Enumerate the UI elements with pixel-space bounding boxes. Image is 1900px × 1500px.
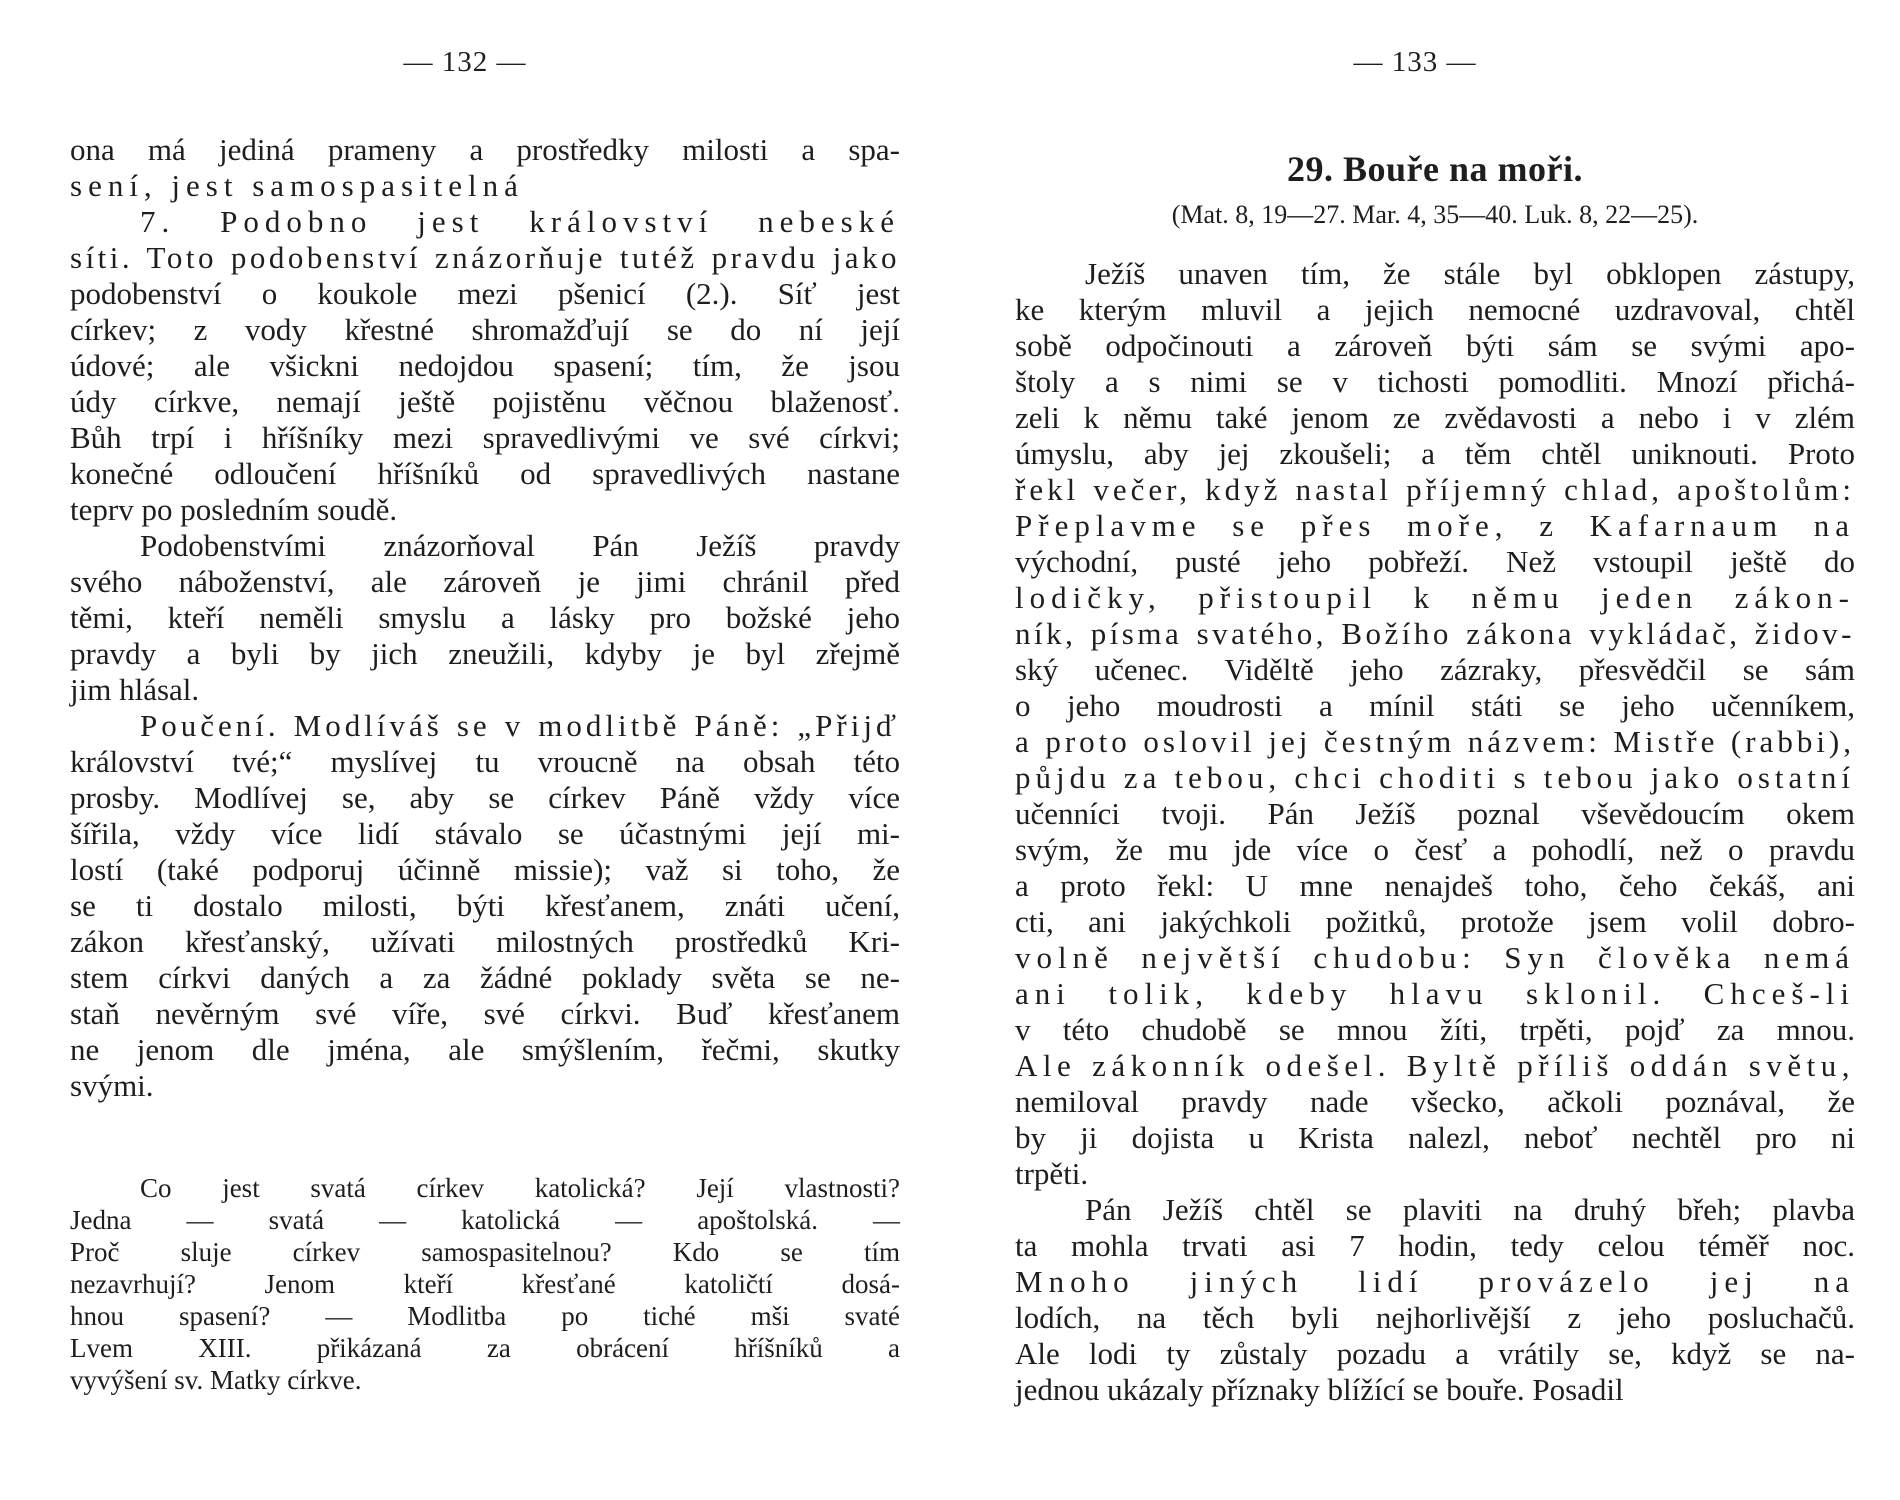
text-line: ník, písma svatého, Božího zákona vykládač, židov- xyxy=(1015,616,1855,651)
text-line: zákon křesťanský, užívati milostných prostředků Kri- xyxy=(70,924,900,959)
text-line: úmyslu, aby jej zkoušeli; a těm chtěl uniknouti. Proto xyxy=(1015,436,1855,471)
text-line: by ji dojista u Krista nalezl, neboť nechtěl pro ni xyxy=(1015,1120,1855,1155)
text-line: Lvem XIII. přikázaná za obrácení hříšníků a xyxy=(70,1333,900,1363)
text-line: svého náboženství, ale zároveň je jimi chránil před xyxy=(70,564,900,599)
text-line: učenníci tvoji. Pán Ježíš poznal vševědoucím okem xyxy=(1015,796,1855,831)
text-line: a proto oslovil jej čestným názvem: Mistře (rabbi), xyxy=(1015,724,1855,759)
text-line: se ti dostalo milosti, býti křesťanem, znáti učení, xyxy=(70,888,900,923)
left-page-body xyxy=(70,132,900,1104)
text-line: podobenství o koukole mezi pšenicí (2.). Síť jest xyxy=(70,276,900,311)
text-line: staň nevěrným své víře, své církvi. Buď křesťanem xyxy=(70,996,900,1031)
text-line: Ale lodi ty zůstaly pozadu a vrátily se, když se na- xyxy=(1015,1336,1855,1371)
text-line: v této chudobě se mnou žíti, trpěti, pojď za mnou. xyxy=(1015,1012,1855,1047)
text-line: církev; z vody křestné shromažďují se do ní její xyxy=(70,312,900,347)
text-line: půjdu za tebou, chci choditi s tebou jako ostatní xyxy=(1015,760,1855,795)
text-line: Podobenstvími znázorňoval Pán Ježíš pravdy xyxy=(140,528,900,563)
text-line: ne jenom dle jména, ale smýšlením, řečmi, skutky xyxy=(70,1032,900,1067)
text-line: Co jest svatá církev katolická? Její vlastnosti? xyxy=(140,1173,900,1203)
text-line: ta mohla trvati asi 7 hodin, tedy celou téměř noc. xyxy=(1015,1228,1855,1263)
text-line: štoly a s nimi se v tichosti pomodliti. Mnozí přichá- xyxy=(1015,364,1855,399)
text-line: cti, ani jakýchkoli požitků, protože jsem volil dobro- xyxy=(1015,904,1855,939)
text-line: jim hlásal. xyxy=(70,672,200,707)
text-line: sobě odpočinouti a zároveň býti sám se svými apo- xyxy=(1015,328,1855,363)
text-line: Jedna — svatá — katolická — apoštolská. — xyxy=(70,1205,900,1235)
left-page xyxy=(70,0,900,1500)
text-line: lostí (také podporuj účinně missie); važ si toho, že xyxy=(70,852,900,887)
page-number: — 133 — xyxy=(1353,46,1477,78)
text-line: Ježíš unaven tím, že stále byl obklopen zástupy, xyxy=(1085,256,1855,291)
right-page-body xyxy=(1015,256,1855,1408)
text-line: lodích, na těch byli nejhorlivější z jeho posluchačů. xyxy=(1015,1300,1855,1335)
text-line: zeli k němu také jenom ze zvědavosti a nebo i v zlém xyxy=(1015,400,1855,435)
text-line: o jeho moudrosti a mínil státi se jeho učenníkem, xyxy=(1015,688,1855,723)
text-line: těmi, kteří neměli smyslu a lásky pro božské jeho xyxy=(70,600,900,635)
text-line: východní, pusté jeho pobřeží. Než vstoupil ještě do xyxy=(1015,544,1855,579)
text-line: konečné odloučení hříšníků od spravedlivých nastane xyxy=(70,456,900,491)
text-line: ský učenec. Viděltě jeho zázraky, přesvědčil se sám xyxy=(1015,652,1855,687)
text-line: svým, že mu jde více o česť a pohodlí, než o pravdu xyxy=(1015,832,1855,867)
text-line: Proč sluje církev samospasitelnou? Kdo se tím xyxy=(70,1237,900,1267)
text-line: pravdy a byli by jich zneužili, kdyby je byl zřejmě xyxy=(70,636,900,671)
text-line: šířila, vždy více lidí stávalo se účastnými její mi- xyxy=(70,816,900,851)
text-line: Mnoho jiných lidí provázelo jej na xyxy=(1015,1264,1855,1299)
text-line: sení, jest samospasitelná xyxy=(70,168,524,203)
text-line: ani tolik, kdeby hlavu sklonil. Chceš-li xyxy=(1015,976,1855,1011)
text-line: prosby. Modlívej se, aby se církev Páně vždy více xyxy=(70,780,900,815)
text-line: království tvé;“ myslívej tu vroucně na obsah této xyxy=(70,744,900,779)
text-line: nemiloval pravdy nade všecko, ačkoli poznával, že xyxy=(1015,1084,1855,1119)
text-line: nezavrhují? Jenom kteří křesťané katoličtí dosá- xyxy=(70,1269,900,1299)
text-line: ona má jediná prameny a prostředky milosti a spa- xyxy=(70,132,900,167)
text-line: lodičky, přistoupil k němu jeden zákon- xyxy=(1015,580,1855,615)
text-line: Přeplavme se přes moře, z Kafarnaum na xyxy=(1015,508,1855,543)
text-line: teprv po posledním soudě. xyxy=(70,492,398,527)
right-page xyxy=(1015,0,1855,1500)
chapter-title: 29. Bouře na moři. xyxy=(1287,149,1583,189)
text-line: svými. xyxy=(70,1068,154,1103)
text-line: a proto řekl: U mne nenajdeš toho, čeho čekáš, ani xyxy=(1015,868,1855,903)
text-line: vyvýšení sv. Matky církve. xyxy=(70,1365,362,1395)
text-line: Bůh trpí i hříšníky mezi spravedlivými ve své církvi; xyxy=(70,420,900,455)
text-line: jednou ukázaly příznaky blížící se bouře. Posadil xyxy=(1015,1372,1624,1407)
text-line: hnou spasení? — Modlitba po tiché mši svaté xyxy=(70,1301,900,1331)
text-line: Ale zákonník odešel. Byltě příliš oddán světu, xyxy=(1015,1048,1855,1083)
text-line: Poučení. Modlíváš se v modlitbě Páně: „Přijď xyxy=(140,708,900,743)
text-line: trpěti. xyxy=(1015,1156,1089,1191)
text-line: řekl večer, když nastal příjemný chlad, apoštolům: xyxy=(1015,472,1855,507)
text-line: údy církve, nemají ještě pojistěnu věčnou blaženosť. xyxy=(70,384,900,419)
text-line: 7. Podobno jest království nebeské xyxy=(140,204,900,239)
text-line: volně největší chudobu: Syn člověka nemá xyxy=(1015,940,1855,975)
text-line: údové; ale všickni nedojdou spasení; tím, že jsou xyxy=(70,348,900,383)
review-questions xyxy=(70,1172,900,1396)
text-line: ke kterým mluvil a jejich nemocné uzdravoval, chtěl xyxy=(1015,292,1855,327)
chapter-reference: (Mat. 8, 19—27. Mar. 4, 35—40. Luk. 8, 22—25). xyxy=(1171,200,1699,229)
text-line: stem církvi daných a za žádné poklady světa se ne- xyxy=(70,960,900,995)
page-number: — 132 — xyxy=(403,46,527,78)
text-line: Pán Ježíš chtěl se plaviti na druhý břeh; plavba xyxy=(1085,1192,1855,1227)
text-line: síti. Toto podobenství znázorňuje tutéž pravdu jako xyxy=(70,240,900,275)
